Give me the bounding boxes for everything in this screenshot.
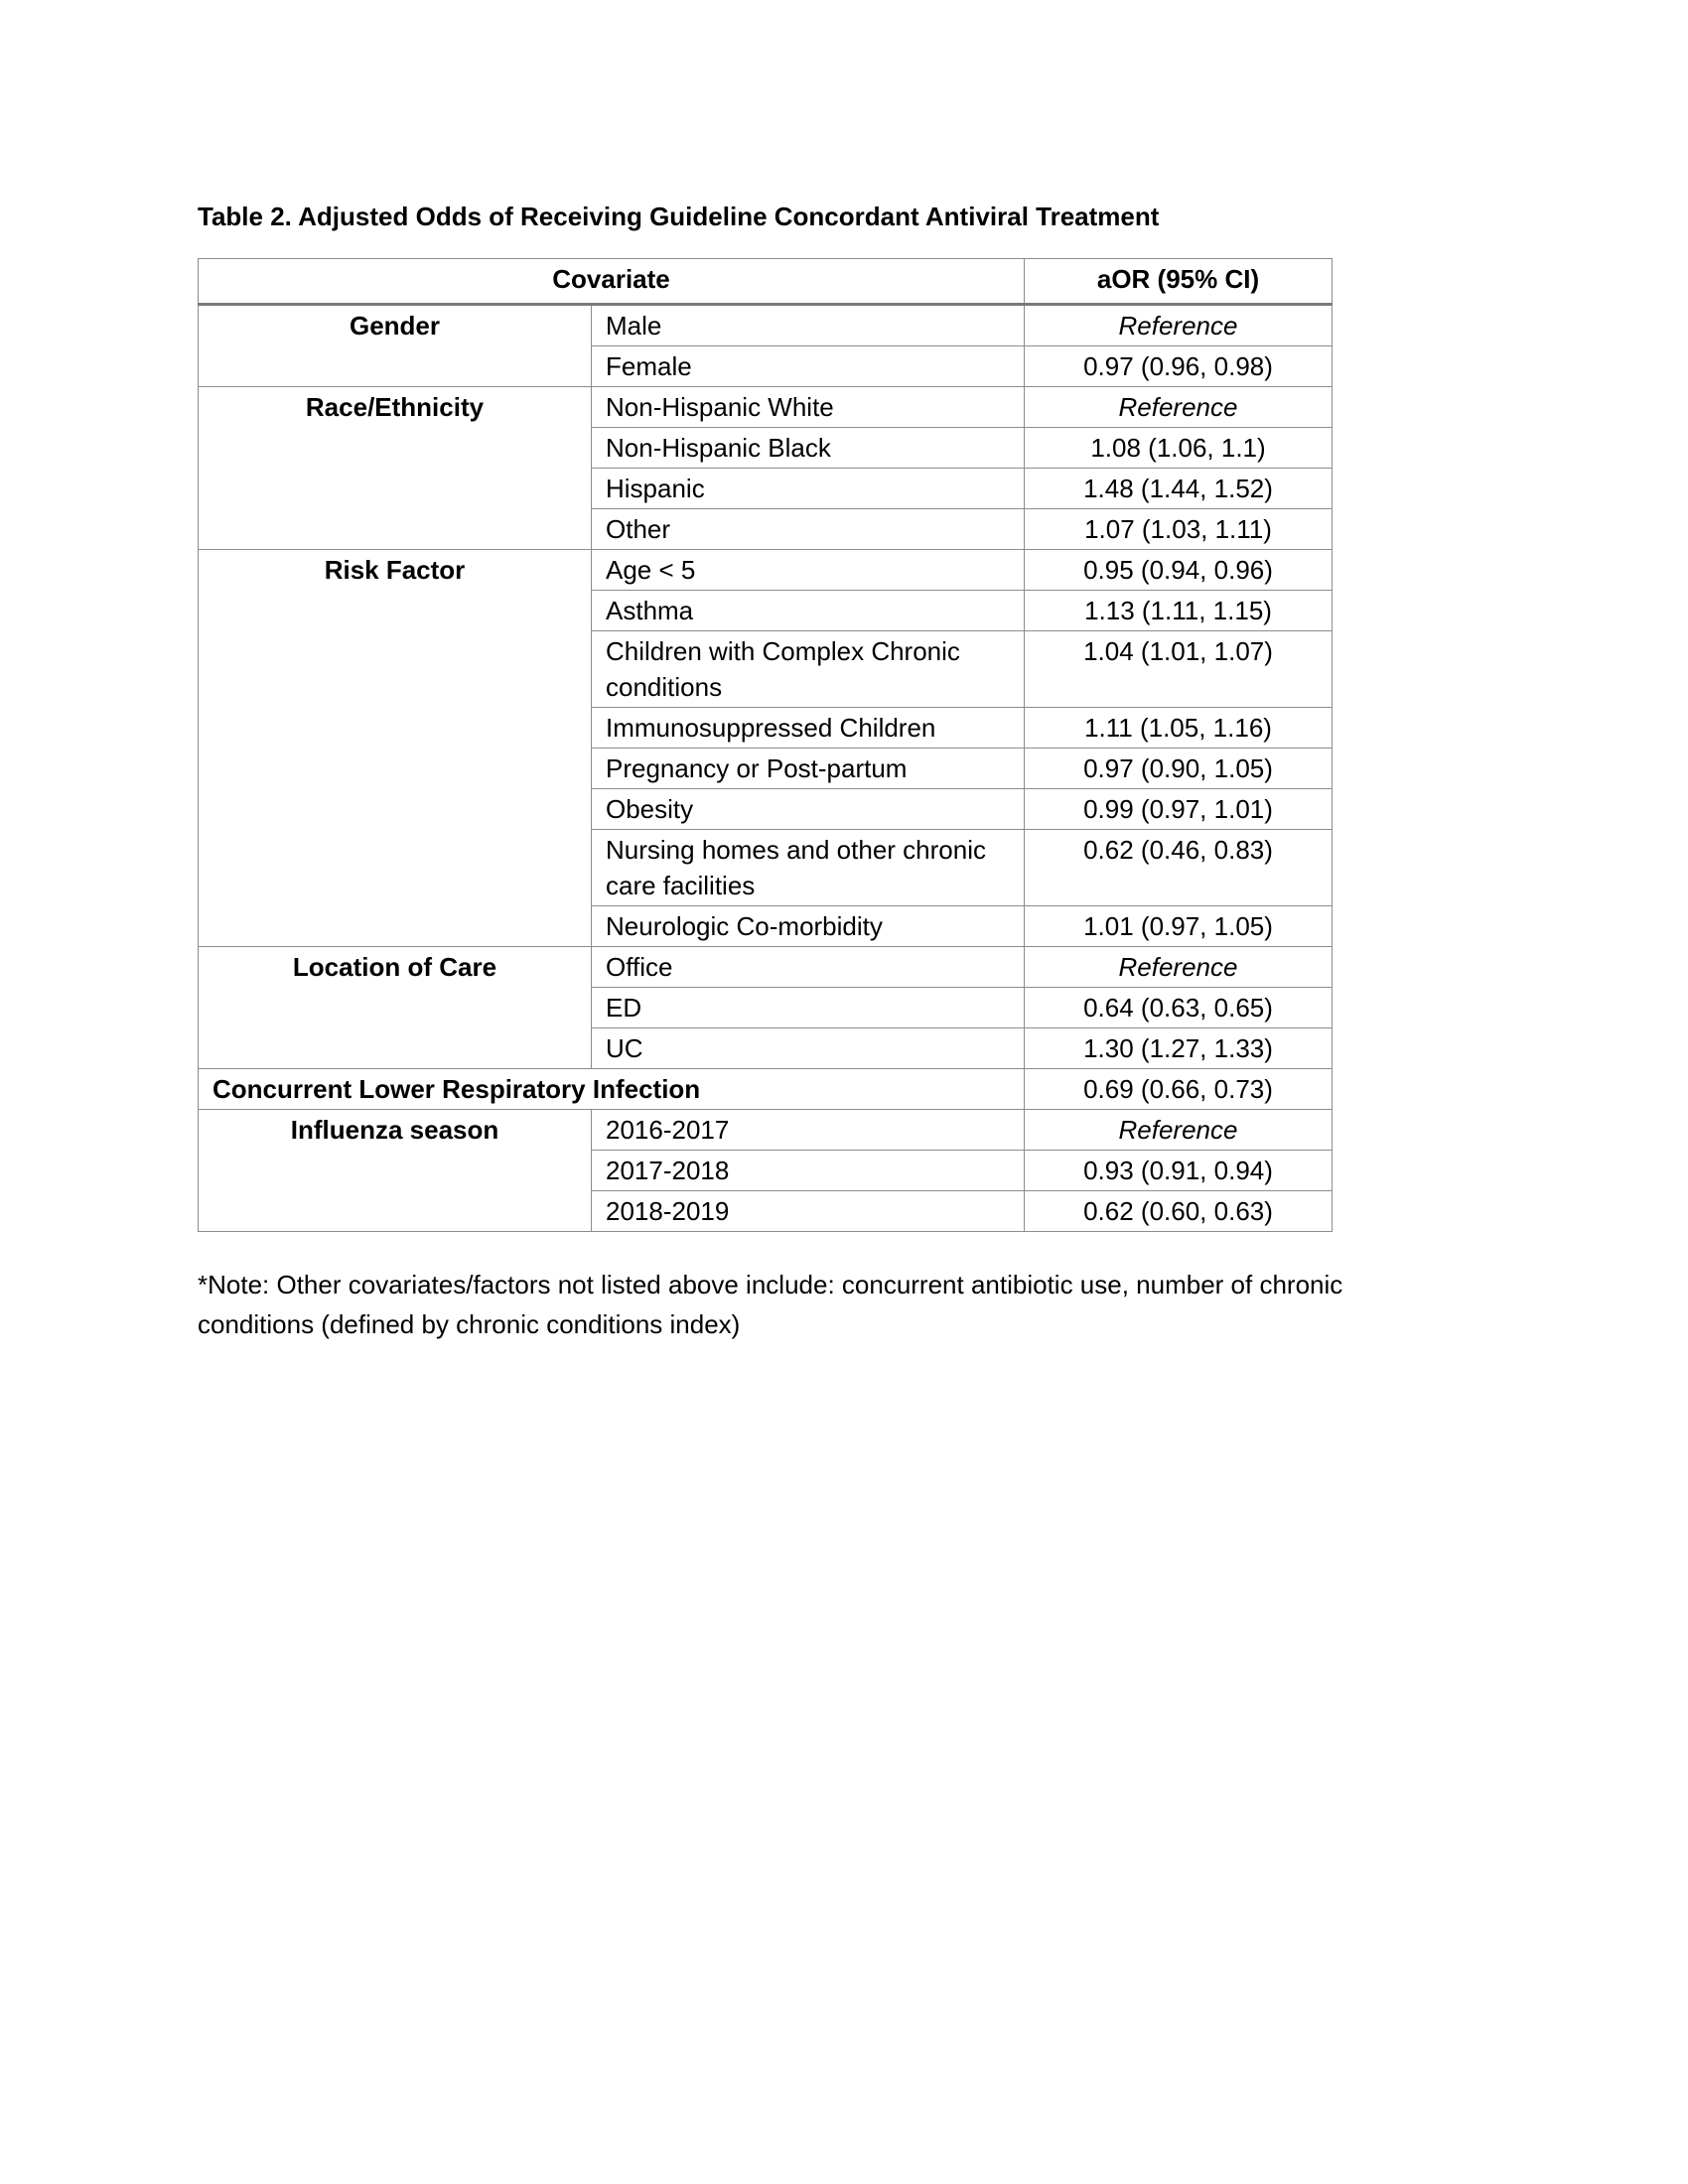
lri-label: Concurrent Lower Respiratory Infection [199, 1069, 1025, 1110]
value-cell: 0.64 (0.63, 0.65) [1025, 988, 1333, 1028]
factor-cell: 2016-2017 [592, 1110, 1025, 1151]
value-cell: 0.99 (0.97, 1.01) [1025, 789, 1333, 830]
value-cell: 1.11 (1.05, 1.16) [1025, 708, 1333, 749]
table-header-row [199, 259, 1333, 305]
factor-cell: UC [592, 1028, 1025, 1069]
factor-cell: Obesity [592, 789, 1025, 830]
value-cell: 1.04 (1.01, 1.07) [1025, 631, 1333, 708]
value-cell: 0.97 (0.96, 0.98) [1025, 346, 1333, 387]
factor-cell: Nursing homes and other chronic care facilities [592, 830, 1025, 906]
factor-cell: Male [592, 305, 1025, 346]
value-cell: 1.08 (1.06, 1.1) [1025, 428, 1333, 469]
value-cell: Reference [1025, 947, 1333, 988]
factor-cell: Female [592, 346, 1025, 387]
value-cell: 0.95 (0.94, 0.96) [1025, 550, 1333, 591]
factor-cell: 2017-2018 [592, 1151, 1025, 1191]
group-label-location: Location of Care [199, 947, 592, 1069]
value-cell: 0.97 (0.90, 1.05) [1025, 749, 1333, 789]
table-row [199, 550, 1333, 591]
table-footnote: *Note: Other covariates/factors not listed above include: concurrent antibiotic use, number of chronic conditions (defined by chronic conditions index) [198, 1270, 1343, 1339]
factor-cell: Asthma [592, 591, 1025, 631]
factor-cell: Pregnancy or Post-partum [592, 749, 1025, 789]
factor-cell: Other [592, 509, 1025, 550]
table-row [199, 1110, 1333, 1151]
group-label-gender: Gender [199, 305, 592, 387]
value-cell: 1.07 (1.03, 1.11) [1025, 509, 1333, 550]
table-row [199, 387, 1333, 428]
factor-cell: Non-Hispanic Black [592, 428, 1025, 469]
factor-cell: Age < 5 [592, 550, 1025, 591]
value-cell: Reference [1025, 305, 1333, 346]
value-cell: 1.13 (1.11, 1.15) [1025, 591, 1333, 631]
value-cell: 1.48 (1.44, 1.52) [1025, 469, 1333, 509]
factor-cell: Office [592, 947, 1025, 988]
header-covariate: Covariate [199, 259, 1025, 305]
factor-cell: Non-Hispanic White [592, 387, 1025, 428]
table-row [199, 1069, 1333, 1110]
factor-cell: Hispanic [592, 469, 1025, 509]
group-label-race: Race/Ethnicity [199, 387, 592, 550]
factor-cell: Children with Complex Chronic conditions [592, 631, 1025, 708]
group-label-season: Influenza season [199, 1110, 592, 1232]
factor-cell: Immunosuppressed Children [592, 708, 1025, 749]
factor-cell: 2018-2019 [592, 1191, 1025, 1232]
value-cell: 1.30 (1.27, 1.33) [1025, 1028, 1333, 1069]
value-cell: 0.62 (0.46, 0.83) [1025, 830, 1333, 906]
factor-cell: ED [592, 988, 1025, 1028]
value-cell: Reference [1025, 387, 1333, 428]
value-cell: Reference [1025, 1110, 1333, 1151]
factor-cell: Neurologic Co-morbidity [592, 906, 1025, 947]
header-aor: aOR (95% CI) [1025, 259, 1333, 305]
value-cell: 0.62 (0.60, 0.63) [1025, 1191, 1333, 1232]
value-cell: 1.01 (0.97, 1.05) [1025, 906, 1333, 947]
table-row [199, 947, 1333, 988]
page-title: Table 2. Adjusted Odds of Receiving Guideline Concordant Antiviral Treatment [198, 202, 1160, 231]
odds-ratio-table [198, 258, 1333, 1232]
value-cell: 0.69 (0.66, 0.73) [1025, 1069, 1333, 1110]
group-label-risk: Risk Factor [199, 550, 592, 947]
value-cell: 0.93 (0.91, 0.94) [1025, 1151, 1333, 1191]
table-row [199, 305, 1333, 346]
